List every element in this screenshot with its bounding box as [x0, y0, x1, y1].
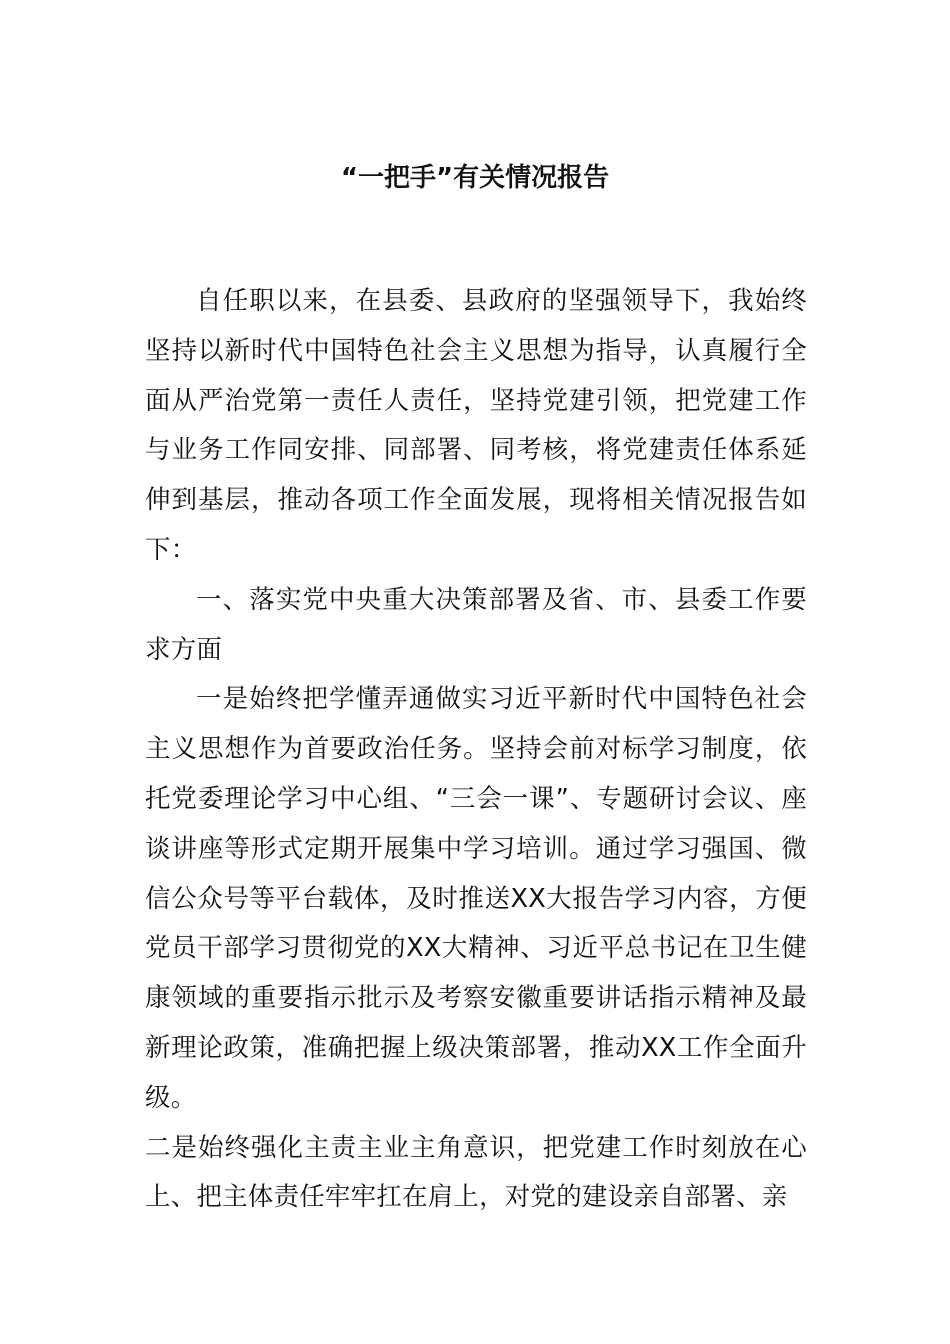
section-heading: 一、落实党中央重大决策部署及省、市、县委工作要求方面	[145, 584, 807, 665]
intro-paragraph: 自任职以来，在县委、县政府的坚强领导下，我始终坚持以新时代中国特色社会主义思想为指导，认真履行全面从严治党第一责任人责任，坚持党建引领，把党建工作与业务工作同安排、同部署、同考核，将党建责任体系延伸到基层，推动各项工作全面发展，现将相关情况报告如下：	[145, 286, 807, 565]
point-two-paragraph: 二是始终强化主责主业主角意识，把党建工作时刻放在心上、把主体责任牢牢扛在肩上，对党的建设亲自部署、亲	[145, 1132, 807, 1213]
document-title: “一把手”有关情况报告	[340, 163, 610, 193]
document-body	[145, 277, 807, 1223]
point-one-paragraph: 一是始终把学懂弄通做实习近平新时代中国特色社会主义思想作为首要政治任务。坚持会前对标学习制度，依托党委理论学习中心组、“三会一课”、专题研讨会议、座谈讲座等形式定期开展集中学习培训。通过学习强国、微信公众号等平台载体，及时推送XX大报告学习内容，方便党员干部学习贯彻党的XX大精神、习近平总书记在卫生健康领域的重要指示批示及考察安徽重要讲话指示精神及最新理论政策，准确把握上级决策部署，推动XX工作全面升级。	[145, 684, 807, 1113]
